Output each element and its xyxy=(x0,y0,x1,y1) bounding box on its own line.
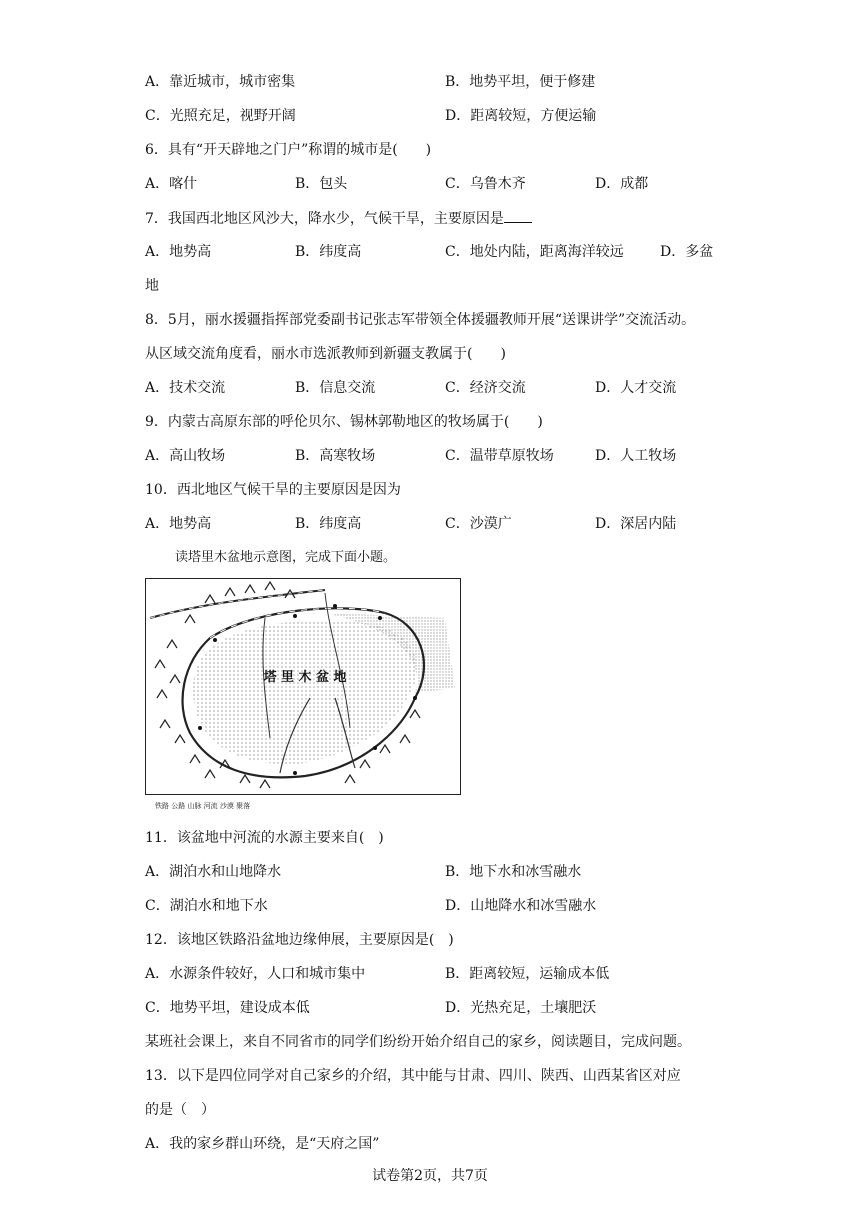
q7-option-d: D．多盆 xyxy=(660,244,714,260)
basin-label: 塔 里 木 盆 地 xyxy=(263,670,347,685)
q13-stem-line1: 13．以下是四位同学对自己家乡的介绍，其中能与甘肃、四川、陕西、山西某省区对应 xyxy=(145,1068,681,1084)
q8-stem-line1: 8．5月，丽水援疆指挥部党委副书记张志军带领全体援疆教师开展“送课讲学”交流活动。 xyxy=(145,312,696,328)
q7-option-c: C．地处内陆，距离海洋较远 xyxy=(445,244,624,260)
q8-option-c: C．经济交流 xyxy=(445,380,526,396)
q9-stem: 9．内蒙古高原东部的呼伦贝尔、锡林郭勒地区的牧场属于( ) xyxy=(145,414,543,430)
map-intro: 读塔里木盆地示意图，完成下面小题。 xyxy=(175,550,397,565)
q10-option-a: A．地势高 xyxy=(145,516,212,532)
q7-option-b: B．纬度高 xyxy=(295,244,362,260)
map-legend: 铁路 公路 山脉 河流 沙漠 聚落 xyxy=(155,802,251,810)
q10-option-c: C．沙漠广 xyxy=(445,516,512,532)
q8-option-b: B．信息交流 xyxy=(295,380,376,396)
q5-option-c: C．光照充足，视野开阔 xyxy=(145,108,296,124)
tarim-basin-map xyxy=(145,578,461,814)
q11-option-a: A．湖泊水和山地降水 xyxy=(145,864,282,880)
class-intro: 某班社会课上，来自不同省市的同学们纷纷开始介绍自己的家乡，阅读题目，完成问题。 xyxy=(145,1034,691,1050)
q10-option-d: D．深居内陆 xyxy=(595,516,677,532)
q8-option-a: A．技术交流 xyxy=(145,380,226,396)
q11-stem: 11．该盆地中河流的水源主要来自( ) xyxy=(145,830,384,846)
q9-option-d: D．人工牧场 xyxy=(595,448,677,464)
q7-stem-line xyxy=(145,208,532,229)
q10-option-b: B．纬度高 xyxy=(295,516,362,532)
q6-stem: 6．具有“开天辟地之门户”称谓的城市是( ) xyxy=(145,142,432,158)
q7-answer-blank xyxy=(504,208,532,223)
q7-option-d-wrap: 地 xyxy=(145,278,159,294)
q11-option-c: C．湖泊水和地下水 xyxy=(145,898,268,914)
q6-option-d: D．成都 xyxy=(595,176,649,192)
q11-option-b: B．地下水和冰雪融水 xyxy=(445,864,582,880)
q13-stem-line2: 的是（ ） xyxy=(145,1102,215,1118)
q12-stem: 12．该地区铁路沿盆地边缘伸展，主要原因是( ) xyxy=(145,932,454,948)
q7-stem: 7．我国西北地区风沙大，降水少，气候干旱，主要原因是 xyxy=(145,211,504,227)
q9-option-a: A．高山牧场 xyxy=(145,448,226,464)
q12-option-c: C．地势平坦，建设成本低 xyxy=(145,1000,310,1016)
q12-option-d: D．光热充足，土壤肥沃 xyxy=(445,1000,597,1016)
q11-option-d: D．山地降水和冰雪融水 xyxy=(445,898,597,914)
q9-option-b: B．高寒牧场 xyxy=(295,448,376,464)
q8-option-d: D．人才交流 xyxy=(595,380,677,396)
q5-option-a: A．靠近城市，城市密集 xyxy=(145,74,296,90)
q7-option-a: A．地势高 xyxy=(145,244,212,260)
q10-stem: 10．西北地区气候干旱的主要原因是因为 xyxy=(145,482,401,498)
q12-option-a: A．水源条件较好，人口和城市集中 xyxy=(145,966,366,982)
q5-option-d: D．距离较短，方便运输 xyxy=(445,108,597,124)
q6-option-b: B．包头 xyxy=(295,176,348,192)
q5-option-b: B．地势平坦，便于修建 xyxy=(445,74,596,90)
q8-stem-line2: 从区域交流角度看，丽水市选派教师到新疆支教属于( ) xyxy=(145,346,506,362)
q6-option-c: C．乌鲁木齐 xyxy=(445,176,526,192)
q13-option-a: A．我的家乡群山环绕，是“天府之国” xyxy=(145,1136,380,1152)
q12-option-b: B．距离较短，运输成本低 xyxy=(445,966,610,982)
q9-option-c: C．温带草原牧场 xyxy=(445,448,554,464)
q6-option-a: A．喀什 xyxy=(145,176,198,192)
page-footer: 试卷第2页，共7页 xyxy=(372,1168,488,1184)
